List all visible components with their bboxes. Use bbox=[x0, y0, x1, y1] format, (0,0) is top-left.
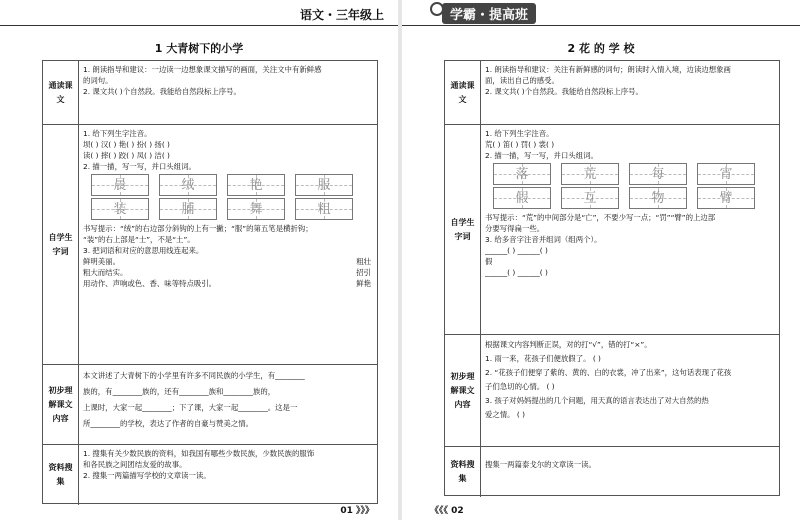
pinyin-blank-line[interactable]: 坝( ) 汉( ) 艳( ) 扮( ) 扬( ) bbox=[83, 140, 170, 149]
lesson-table bbox=[42, 60, 378, 504]
text-line: 1. 给下列生字注音。 bbox=[485, 129, 554, 138]
text-line: 2. 课文共( )个自然段。我能给自然段标上序号。 bbox=[83, 87, 241, 96]
judge-item[interactable]: 爱之情。 ( ) bbox=[485, 410, 526, 419]
fill-blank-line[interactable]: 上课时，大家一起________；下了课，大家一起________。这是一 bbox=[83, 403, 298, 412]
tracing-cell[interactable] bbox=[91, 174, 149, 196]
text-line: 1. 朗读指导和建议：关注有新鲜感的词句；朗读时入情入境，边读边想象画 bbox=[485, 65, 731, 74]
tracing-cell[interactable] bbox=[561, 187, 619, 209]
page-number: 01 》》》 bbox=[340, 506, 374, 516]
trace-char: 每 bbox=[651, 166, 665, 182]
section-label: 通读课文 bbox=[445, 61, 481, 124]
text-line: 2. 搜集一两篇描写学校的文章读一读。 bbox=[83, 471, 211, 480]
section-content bbox=[83, 448, 371, 481]
judge-item[interactable]: 1. 雨一来，花孩子们便放假了。 ( ) bbox=[485, 354, 601, 363]
match-word[interactable]: 招引 bbox=[356, 268, 371, 277]
match-meaning[interactable]: 用动作、声响或色、香、味等特点吸引。 bbox=[83, 279, 217, 288]
lesson-title: 2 花 的 学 校 bbox=[567, 42, 635, 55]
right-page bbox=[402, 0, 800, 520]
section-label: 通读课文 bbox=[43, 61, 79, 124]
tracing-cell[interactable] bbox=[91, 198, 149, 220]
writing-tip: 分要写得扁一些。 bbox=[485, 224, 545, 233]
section-row bbox=[43, 365, 377, 445]
text-line: 3. 给多音字注音并组词（组两个）。 bbox=[485, 235, 602, 244]
match-row bbox=[83, 256, 371, 267]
section-content bbox=[485, 64, 773, 97]
writing-tip: “装”的右上部是“士”，不是“土”。 bbox=[83, 235, 195, 244]
writing-tip: 书写提示：“荒”的中间部分是“亡”，不要少写一点；“罚”“臂”的上边部 bbox=[485, 213, 716, 222]
section-label: 资料搜集 bbox=[445, 447, 481, 497]
text-line: 1. 搜集有关少数民族的资料，如我国有哪些少数民族，少数民族的服饰 bbox=[83, 449, 315, 458]
section-content bbox=[83, 368, 371, 432]
trace-char: 舞 bbox=[249, 201, 263, 217]
trace-char: 装 bbox=[113, 201, 127, 217]
trace-char: 晨 bbox=[113, 177, 127, 193]
match-word[interactable]: 鲜艳 bbox=[356, 279, 371, 288]
trace-char: 服 bbox=[317, 177, 331, 193]
section-label: 自学生字词 bbox=[445, 125, 481, 334]
lesson-table bbox=[444, 60, 780, 496]
text-line: 1. 朗读指导和建议：一边读一边想象课文描写的画面，关注文中有新鲜感 bbox=[83, 65, 322, 74]
section-row bbox=[445, 125, 779, 335]
trace-char: 宵 bbox=[719, 166, 733, 182]
section-row bbox=[445, 335, 779, 447]
fill-blank-line[interactable]: 族的，有________族的，还有________族和________族的， bbox=[83, 387, 276, 396]
pinyin-blank-line[interactable]: 读( ) 摔( ) 跤( ) 凤( ) 洁( ) bbox=[83, 151, 170, 160]
section-row bbox=[445, 61, 779, 125]
section-row bbox=[43, 445, 377, 505]
page-header bbox=[402, 0, 800, 26]
tracing-cell[interactable] bbox=[697, 187, 755, 209]
trace-char: 艳 bbox=[249, 177, 263, 193]
trace-char: 假 bbox=[515, 190, 529, 206]
text-line: 面，读出自己的感受。 bbox=[485, 76, 559, 85]
match-row bbox=[83, 278, 371, 289]
section-content bbox=[83, 128, 371, 289]
tracing-cell[interactable] bbox=[295, 174, 353, 196]
match-word[interactable]: 粗壮 bbox=[356, 257, 371, 266]
section-row bbox=[43, 61, 377, 125]
trace-char: 粗 bbox=[317, 201, 331, 217]
section-label: 资料搜集 bbox=[43, 445, 79, 505]
judge-item[interactable]: 3. 孩子对妈妈提出的几个问题，用天真的语言表达出了对大自然的热 bbox=[485, 396, 709, 405]
text-line: 的词句。 bbox=[83, 76, 113, 85]
polyphone-blank[interactable]: ______( ) ______( ) bbox=[485, 268, 548, 277]
text-line: 3. 把词语和对应的意思用线连起来。 bbox=[83, 246, 204, 255]
tracing-cell[interactable] bbox=[295, 198, 353, 220]
tracing-cell[interactable] bbox=[493, 187, 551, 209]
trace-char: 荒 bbox=[583, 166, 597, 182]
section-row bbox=[43, 125, 377, 365]
fill-blank-line[interactable]: 本文讲述了大青树下的小学里有许多不同民族的小学生，有________ bbox=[83, 371, 305, 380]
tracing-cell[interactable] bbox=[629, 163, 687, 185]
trace-char: 落 bbox=[515, 166, 529, 182]
pinyin-blank-line[interactable]: 荒( ) 笛( ) 罚( ) 裳( ) bbox=[485, 140, 555, 149]
polyphone-blank[interactable]: ______( ) ______( ) bbox=[485, 246, 548, 255]
section-label: 初步理解课文内容 bbox=[445, 335, 481, 446]
tracing-cell[interactable] bbox=[697, 163, 755, 185]
tracing-grid bbox=[493, 163, 773, 209]
section-label: 初步理解课文内容 bbox=[43, 365, 79, 444]
match-meaning[interactable]: 粗大而结实。 bbox=[83, 268, 128, 277]
tracing-cell[interactable] bbox=[227, 174, 285, 196]
page-number: 《《《 02 bbox=[430, 506, 464, 516]
section-content bbox=[485, 128, 773, 278]
text-line: 2. 课文共( )个自然段。我能给自然段标上序号。 bbox=[485, 87, 643, 96]
tracing-cell[interactable] bbox=[561, 163, 619, 185]
text-line: 2. 描一描，写一写，并口头组词。 bbox=[485, 151, 598, 160]
fill-blank-line[interactable]: 所________的学校，表达了作者的自豪与赞美之情。 bbox=[83, 419, 253, 428]
section-label: 自学生字词 bbox=[43, 125, 79, 364]
section-row bbox=[445, 447, 779, 497]
trace-char: 物 bbox=[651, 190, 665, 206]
tracing-cell[interactable] bbox=[629, 187, 687, 209]
header-brand: 学霸・提高班 bbox=[442, 3, 536, 24]
match-row bbox=[83, 267, 371, 278]
section-content bbox=[485, 459, 773, 470]
left-page bbox=[0, 0, 398, 520]
section-content bbox=[83, 64, 371, 97]
trace-char: 绒 bbox=[181, 177, 195, 193]
trace-char: 互 bbox=[583, 190, 597, 206]
text-line: 1. 给下列生字注音。 bbox=[83, 129, 152, 138]
section-content bbox=[485, 338, 773, 422]
writing-tip: 书写提示：“绒”的右边部分斜钩的上有一撇；“服”的第五笔是横折钩； bbox=[83, 224, 313, 233]
tracing-cell[interactable] bbox=[159, 198, 217, 220]
trace-char: 脯 bbox=[181, 201, 195, 217]
header-title: 语文・三年级上 bbox=[299, 8, 384, 22]
lesson-title: 1 大青树下的小学 bbox=[154, 42, 244, 55]
page-header bbox=[0, 0, 398, 26]
tracing-cell[interactable] bbox=[159, 174, 217, 196]
tracing-cell[interactable] bbox=[227, 198, 285, 220]
match-meaning[interactable]: 鲜明美丽。 bbox=[83, 257, 120, 266]
tracing-grid bbox=[91, 174, 371, 220]
trace-char: 臂 bbox=[719, 190, 733, 206]
text-line: 2. 描一描，写一写，并口头组词。 bbox=[83, 162, 196, 171]
tracing-cell[interactable] bbox=[493, 163, 551, 185]
text-line: 根据课文内容判断正误，对的打“√”，错的打“×”。 bbox=[485, 340, 652, 349]
judge-item[interactable]: 子们急切的心情。 ( ) bbox=[485, 382, 555, 391]
polyphone-char: 假 bbox=[485, 257, 493, 266]
text-line: 和各民族之间团结友爱的故事。 bbox=[83, 460, 187, 469]
text-line: 搜集一两篇泰戈尔的文章读一读。 bbox=[485, 460, 596, 469]
judge-item[interactable]: 2. “花孩子们便穿了紫的、黄的、白的衣裳，冲了出来”，这句话表现了花孩 bbox=[485, 368, 732, 377]
